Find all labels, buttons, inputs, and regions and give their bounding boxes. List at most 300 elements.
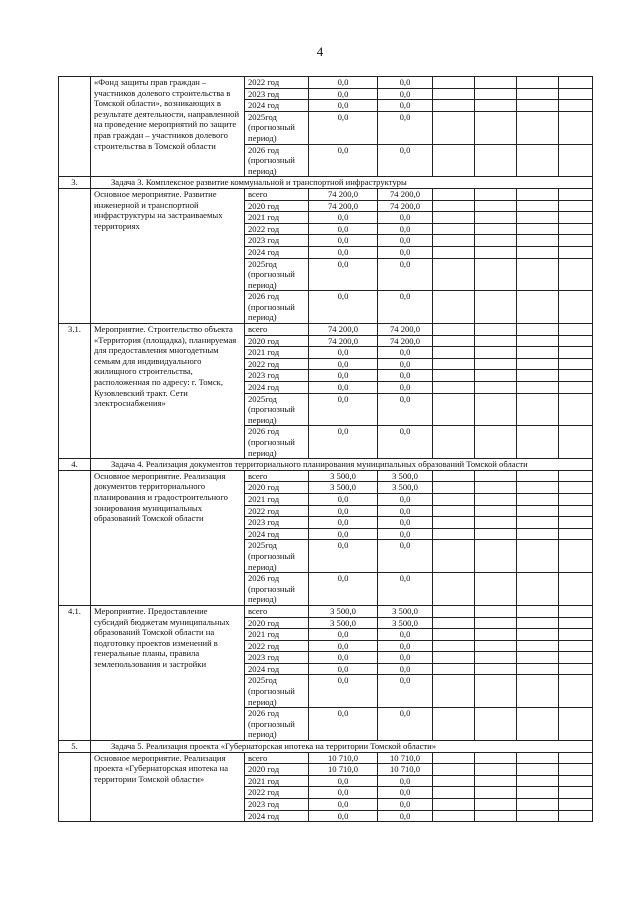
total-value-cell: 0,0 xyxy=(309,426,378,459)
empty-cell xyxy=(433,258,475,291)
empty-cell xyxy=(433,617,475,629)
empty-cell xyxy=(433,370,475,382)
empty-cell xyxy=(433,505,475,517)
period-cell: 2026 год (прогнозный период) xyxy=(245,144,309,177)
period-cell: 2024 год xyxy=(245,382,309,394)
empty-cell xyxy=(475,528,517,540)
empty-cell xyxy=(433,223,475,235)
empty-cell xyxy=(475,573,517,606)
total-value-cell: 0,0 xyxy=(309,799,378,811)
empty-cell xyxy=(433,663,475,675)
empty-cell xyxy=(559,111,593,144)
empty-cell xyxy=(517,88,559,100)
table-row xyxy=(59,470,593,482)
period-cell: всего xyxy=(245,470,309,482)
budget-value-cell: 0,0 xyxy=(378,810,433,822)
empty-cell xyxy=(475,752,517,764)
period-cell: 2024 год xyxy=(245,246,309,258)
empty-cell xyxy=(559,188,593,200)
budget-value-cell: 0,0 xyxy=(378,393,433,426)
total-value-cell: 0,0 xyxy=(309,775,378,787)
total-value-cell: 0,0 xyxy=(309,787,378,799)
period-cell: 2021 год xyxy=(245,493,309,505)
empty-cell xyxy=(559,752,593,764)
empty-cell xyxy=(475,77,517,89)
empty-cell xyxy=(433,482,475,494)
empty-cell xyxy=(475,212,517,224)
budget-value-cell: 0,0 xyxy=(378,144,433,177)
empty-cell xyxy=(433,640,475,652)
empty-cell xyxy=(517,347,559,359)
empty-cell xyxy=(517,382,559,394)
total-value-cell: 0,0 xyxy=(309,652,378,664)
empty-cell xyxy=(559,347,593,359)
budget-value-cell: 74 200,0 xyxy=(378,188,433,200)
empty-cell xyxy=(517,100,559,112)
empty-cell xyxy=(475,235,517,247)
empty-cell xyxy=(517,787,559,799)
item-number: 3.1. xyxy=(59,324,91,459)
empty-cell xyxy=(559,370,593,382)
empty-cell xyxy=(475,335,517,347)
empty-cell xyxy=(559,617,593,629)
empty-cell xyxy=(475,799,517,811)
total-value-cell: 0,0 xyxy=(309,528,378,540)
empty-cell xyxy=(433,752,475,764)
empty-cell xyxy=(559,482,593,494)
empty-cell xyxy=(475,605,517,617)
table-body xyxy=(59,77,593,822)
empty-cell xyxy=(433,382,475,394)
total-value-cell: 0,0 xyxy=(309,708,378,741)
period-cell: 2022 год xyxy=(245,358,309,370)
empty-cell xyxy=(517,663,559,675)
period-cell: 2025год (прогнозный период) xyxy=(245,675,309,708)
item-number xyxy=(59,470,91,605)
budget-value-cell: 0,0 xyxy=(378,370,433,382)
task-number: 5. xyxy=(59,741,91,753)
total-value-cell: 0,0 xyxy=(309,258,378,291)
budget-value-cell: 0,0 xyxy=(378,291,433,324)
empty-cell xyxy=(475,393,517,426)
period-cell: 2023 год xyxy=(245,517,309,529)
empty-cell xyxy=(475,358,517,370)
empty-cell xyxy=(475,540,517,573)
empty-cell xyxy=(517,493,559,505)
empty-cell xyxy=(475,370,517,382)
empty-cell xyxy=(475,652,517,664)
empty-cell xyxy=(433,493,475,505)
empty-cell xyxy=(559,212,593,224)
period-cell: всего xyxy=(245,605,309,617)
total-value-cell: 0,0 xyxy=(309,540,378,573)
empty-cell xyxy=(517,426,559,459)
empty-cell xyxy=(517,675,559,708)
empty-cell xyxy=(517,799,559,811)
page-number: 4 xyxy=(316,44,324,59)
empty-cell xyxy=(559,708,593,741)
budget-value-cell: 0,0 xyxy=(378,787,433,799)
empty-cell xyxy=(433,426,475,459)
empty-cell xyxy=(475,764,517,776)
budget-value-cell: 3 500,0 xyxy=(378,617,433,629)
item-number: 4.1. xyxy=(59,605,91,740)
empty-cell xyxy=(433,528,475,540)
empty-cell xyxy=(475,324,517,336)
period-cell: 2022 год xyxy=(245,640,309,652)
empty-cell xyxy=(517,246,559,258)
item-number xyxy=(59,77,91,177)
budget-value-cell: 0,0 xyxy=(378,505,433,517)
budget-value-cell: 0,0 xyxy=(378,493,433,505)
item-description: Основное мероприятие. Развитие инженерной и транспортной инфраструктуры на застраиваемых территориях xyxy=(91,188,245,323)
empty-cell xyxy=(517,291,559,324)
empty-cell xyxy=(475,663,517,675)
empty-cell xyxy=(559,291,593,324)
empty-cell xyxy=(433,775,475,787)
period-cell: 2023 год xyxy=(245,652,309,664)
empty-cell xyxy=(559,787,593,799)
empty-cell xyxy=(559,652,593,664)
empty-cell xyxy=(517,752,559,764)
empty-cell xyxy=(517,482,559,494)
period-cell: 2023 год xyxy=(245,88,309,100)
total-value-cell: 0,0 xyxy=(309,505,378,517)
empty-cell xyxy=(433,188,475,200)
total-value-cell: 74 200,0 xyxy=(309,188,378,200)
period-cell: 2025год (прогнозный период) xyxy=(245,111,309,144)
empty-cell xyxy=(559,493,593,505)
empty-cell xyxy=(559,358,593,370)
empty-cell xyxy=(559,540,593,573)
budget-value-cell: 0,0 xyxy=(378,88,433,100)
budget-value-cell: 74 200,0 xyxy=(378,335,433,347)
empty-cell xyxy=(559,799,593,811)
empty-cell xyxy=(433,629,475,641)
empty-cell xyxy=(433,540,475,573)
table-row xyxy=(59,752,593,764)
budget-value-cell: 0,0 xyxy=(378,246,433,258)
total-value-cell: 3 500,0 xyxy=(309,617,378,629)
empty-cell xyxy=(517,629,559,641)
total-value-cell: 0,0 xyxy=(309,100,378,112)
empty-cell xyxy=(475,708,517,741)
period-cell: всего xyxy=(245,752,309,764)
budget-value-cell: 74 200,0 xyxy=(378,324,433,336)
empty-cell xyxy=(475,787,517,799)
total-value-cell: 0,0 xyxy=(309,291,378,324)
empty-cell xyxy=(517,605,559,617)
period-cell: 2024 год xyxy=(245,663,309,675)
total-value-cell: 10 710,0 xyxy=(309,764,378,776)
total-value-cell: 0,0 xyxy=(309,223,378,235)
empty-cell xyxy=(559,426,593,459)
period-cell: 2025год (прогнозный период) xyxy=(245,540,309,573)
budget-value-cell: 3 500,0 xyxy=(378,482,433,494)
total-value-cell: 0,0 xyxy=(309,810,378,822)
empty-cell xyxy=(433,393,475,426)
empty-cell xyxy=(559,246,593,258)
empty-cell xyxy=(559,764,593,776)
total-value-cell: 0,0 xyxy=(309,212,378,224)
period-cell: 2026 год (прогнозный период) xyxy=(245,291,309,324)
budget-value-cell: 10 710,0 xyxy=(378,752,433,764)
empty-cell xyxy=(475,258,517,291)
budget-value-cell: 0,0 xyxy=(378,382,433,394)
empty-cell xyxy=(475,111,517,144)
budget-value-cell: 0,0 xyxy=(378,775,433,787)
empty-cell xyxy=(433,799,475,811)
empty-cell xyxy=(559,629,593,641)
empty-cell xyxy=(559,144,593,177)
empty-cell xyxy=(559,88,593,100)
empty-cell xyxy=(475,88,517,100)
empty-cell xyxy=(517,640,559,652)
empty-cell xyxy=(559,235,593,247)
total-value-cell: 74 200,0 xyxy=(309,335,378,347)
empty-cell xyxy=(517,617,559,629)
period-cell: 2023 год xyxy=(245,235,309,247)
task-title: Задача 5. Реализация проекта «Губернаторская ипотека на территории Томской области» xyxy=(91,741,593,753)
task-number: 4. xyxy=(59,459,91,471)
budget-value-cell: 0,0 xyxy=(378,629,433,641)
empty-cell xyxy=(475,426,517,459)
empty-cell xyxy=(517,540,559,573)
budget-value-cell: 0,0 xyxy=(378,517,433,529)
total-value-cell: 0,0 xyxy=(309,382,378,394)
budget-value-cell: 74 200,0 xyxy=(378,200,433,212)
total-value-cell: 0,0 xyxy=(309,246,378,258)
empty-cell xyxy=(559,663,593,675)
empty-cell xyxy=(517,335,559,347)
empty-cell xyxy=(475,810,517,822)
total-value-cell: 0,0 xyxy=(309,640,378,652)
budget-table xyxy=(58,76,593,822)
empty-cell xyxy=(433,517,475,529)
task-row xyxy=(59,177,593,189)
empty-cell xyxy=(433,111,475,144)
total-value-cell: 0,0 xyxy=(309,393,378,426)
budget-value-cell: 0,0 xyxy=(378,799,433,811)
period-cell: всего xyxy=(245,324,309,336)
empty-cell xyxy=(475,640,517,652)
empty-cell xyxy=(433,212,475,224)
empty-cell xyxy=(559,605,593,617)
empty-cell xyxy=(517,370,559,382)
total-value-cell: 74 200,0 xyxy=(309,324,378,336)
total-value-cell: 0,0 xyxy=(309,493,378,505)
empty-cell xyxy=(475,347,517,359)
table-row xyxy=(59,324,593,336)
item-number xyxy=(59,752,91,822)
empty-cell xyxy=(475,675,517,708)
table-row xyxy=(59,188,593,200)
empty-cell xyxy=(517,258,559,291)
empty-cell xyxy=(433,246,475,258)
empty-cell xyxy=(433,810,475,822)
budget-value-cell: 0,0 xyxy=(378,358,433,370)
item-description: «Фонд защиты прав граждан – участников долевого строительства в Томской области», возникающих в результате деятельности, направленной на проведение мероприятий по защите прав граждан – участников долевого строительства в Томской области xyxy=(91,77,245,177)
total-value-cell: 3 500,0 xyxy=(309,470,378,482)
period-cell: 2025год (прогнозный период) xyxy=(245,393,309,426)
empty-cell xyxy=(517,324,559,336)
budget-value-cell: 10 710,0 xyxy=(378,764,433,776)
empty-cell xyxy=(433,652,475,664)
empty-cell xyxy=(433,573,475,606)
empty-cell xyxy=(559,200,593,212)
empty-cell xyxy=(559,335,593,347)
empty-cell xyxy=(433,605,475,617)
empty-cell xyxy=(559,470,593,482)
item-number xyxy=(59,188,91,323)
total-value-cell: 0,0 xyxy=(309,517,378,529)
empty-cell xyxy=(433,787,475,799)
total-value-cell: 3 500,0 xyxy=(309,482,378,494)
empty-cell xyxy=(517,810,559,822)
period-cell: 2021 год xyxy=(245,212,309,224)
period-cell: 2021 год xyxy=(245,629,309,641)
period-cell: 2021 год xyxy=(245,775,309,787)
empty-cell xyxy=(433,100,475,112)
total-value-cell: 0,0 xyxy=(309,629,378,641)
budget-value-cell: 0,0 xyxy=(378,212,433,224)
task-row xyxy=(59,741,593,753)
empty-cell xyxy=(559,775,593,787)
empty-cell xyxy=(433,358,475,370)
empty-cell xyxy=(517,223,559,235)
empty-cell xyxy=(475,200,517,212)
budget-value-cell: 3 500,0 xyxy=(378,605,433,617)
period-cell: 2023 год xyxy=(245,370,309,382)
period-cell: 2026 год (прогнозный период) xyxy=(245,708,309,741)
budget-value-cell: 0,0 xyxy=(378,663,433,675)
total-value-cell: 0,0 xyxy=(309,347,378,359)
empty-cell xyxy=(517,77,559,89)
empty-cell xyxy=(517,528,559,540)
empty-cell xyxy=(433,335,475,347)
total-value-cell: 0,0 xyxy=(309,370,378,382)
empty-cell xyxy=(433,324,475,336)
empty-cell xyxy=(433,77,475,89)
total-value-cell: 0,0 xyxy=(309,358,378,370)
empty-cell xyxy=(559,77,593,89)
budget-value-cell: 3 500,0 xyxy=(378,470,433,482)
empty-cell xyxy=(433,764,475,776)
empty-cell xyxy=(559,675,593,708)
period-cell: 2024 год xyxy=(245,810,309,822)
period-cell: 2026 год (прогнозный период) xyxy=(245,426,309,459)
period-cell: 2022 год xyxy=(245,505,309,517)
budget-value-cell: 0,0 xyxy=(378,347,433,359)
budget-value-cell: 0,0 xyxy=(378,77,433,89)
item-description: Мероприятие. Предоставление субсидий бюджетам муниципальных образований Томской области на подготовку проектов изменений в генеральные планы, правила землепользования и застройки xyxy=(91,605,245,740)
empty-cell xyxy=(517,200,559,212)
total-value-cell: 10 710,0 xyxy=(309,752,378,764)
empty-cell xyxy=(559,382,593,394)
empty-cell xyxy=(475,470,517,482)
empty-cell xyxy=(433,675,475,708)
empty-cell xyxy=(433,88,475,100)
empty-cell xyxy=(559,505,593,517)
task-title: Задача 3. Комплексное развитие коммунальной и транспортной инфраструктуры xyxy=(91,177,593,189)
budget-value-cell: 0,0 xyxy=(378,675,433,708)
empty-cell xyxy=(559,640,593,652)
empty-cell xyxy=(433,470,475,482)
empty-cell xyxy=(517,144,559,177)
empty-cell xyxy=(475,617,517,629)
item-description: Мероприятие. Строительство объекта «Территория (площадка), планируемая для предоставления многодетным семьям для индивидуального жилищного строительства, расположенная по адресу: г. Томск, Кузовлевский тракт. Сети электроснабжения» xyxy=(91,324,245,459)
empty-cell xyxy=(433,291,475,324)
empty-cell xyxy=(475,382,517,394)
empty-cell xyxy=(433,200,475,212)
budget-value-cell: 0,0 xyxy=(378,258,433,291)
empty-cell xyxy=(517,517,559,529)
period-cell: 2022 год xyxy=(245,223,309,235)
period-cell: 2023 год xyxy=(245,799,309,811)
empty-cell xyxy=(559,324,593,336)
empty-cell xyxy=(475,188,517,200)
budget-value-cell: 0,0 xyxy=(378,426,433,459)
budget-value-cell: 0,0 xyxy=(378,540,433,573)
empty-cell xyxy=(517,188,559,200)
empty-cell xyxy=(475,291,517,324)
task-row xyxy=(59,459,593,471)
item-description: Основное мероприятие. Реализация проекта «Губернаторская ипотека на территории Томской области» xyxy=(91,752,245,822)
budget-value-cell: 0,0 xyxy=(378,223,433,235)
empty-cell xyxy=(559,517,593,529)
empty-cell xyxy=(559,810,593,822)
period-cell: 2020 год xyxy=(245,617,309,629)
empty-cell xyxy=(517,212,559,224)
task-title: Задача 4. Реализация документов территориального планирования муниципальных образований Томской области xyxy=(91,459,593,471)
total-value-cell: 0,0 xyxy=(309,235,378,247)
empty-cell xyxy=(517,358,559,370)
budget-value-cell: 0,0 xyxy=(378,640,433,652)
empty-cell xyxy=(475,517,517,529)
period-cell: 2022 год xyxy=(245,787,309,799)
total-value-cell: 3 500,0 xyxy=(309,605,378,617)
total-value-cell: 74 200,0 xyxy=(309,200,378,212)
budget-value-cell: 0,0 xyxy=(378,573,433,606)
period-cell: всего xyxy=(245,188,309,200)
budget-value-cell: 0,0 xyxy=(378,652,433,664)
budget-value-cell: 0,0 xyxy=(378,235,433,247)
empty-cell xyxy=(517,393,559,426)
empty-cell xyxy=(517,470,559,482)
total-value-cell: 0,0 xyxy=(309,573,378,606)
empty-cell xyxy=(517,505,559,517)
empty-cell xyxy=(433,347,475,359)
empty-cell xyxy=(475,775,517,787)
table-row xyxy=(59,605,593,617)
total-value-cell: 0,0 xyxy=(309,144,378,177)
empty-cell xyxy=(517,111,559,144)
total-value-cell: 0,0 xyxy=(309,675,378,708)
empty-cell xyxy=(517,775,559,787)
empty-cell xyxy=(433,708,475,741)
budget-value-cell: 0,0 xyxy=(378,708,433,741)
period-cell: 2024 год xyxy=(245,528,309,540)
period-cell: 2020 год xyxy=(245,200,309,212)
empty-cell xyxy=(559,393,593,426)
empty-cell xyxy=(517,708,559,741)
empty-cell xyxy=(559,100,593,112)
period-cell: 2024 год xyxy=(245,100,309,112)
empty-cell xyxy=(475,144,517,177)
period-cell: 2026 год (прогнозный период) xyxy=(245,573,309,606)
empty-cell xyxy=(517,235,559,247)
budget-value-cell: 0,0 xyxy=(378,111,433,144)
